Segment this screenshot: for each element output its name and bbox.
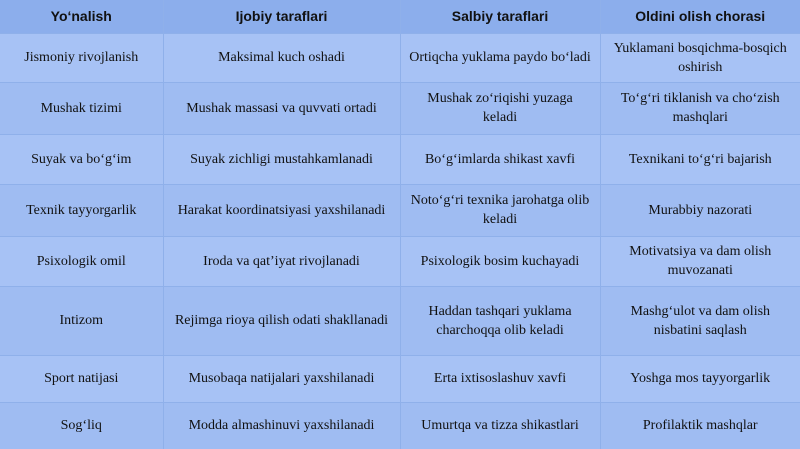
table-row [0,286,800,355]
cell-prevention: Mashg‘ulot va dam olish nisbatini saqlash [600,286,800,355]
table-header-row [0,0,800,33]
table-row [0,82,800,134]
cell-direction: Texnik tayyorgarlik [0,184,163,236]
cell-prevention: Yuklamani bosqichma-bosqich oshirish [600,33,800,82]
cell-prevention: Yoshga mos tayyorgarlik [600,355,800,402]
cell-prevention: Murabbiy nazorati [600,184,800,236]
table-row [0,33,800,82]
cell-direction: Sog‘liq [0,402,163,449]
cell-negative: Ortiqcha yuklama paydo bo‘ladi [400,33,600,82]
cell-positive: Harakat koordinatsiyasi yaxshilanadi [163,184,400,236]
header-direction: Yo‘nalish [0,0,163,33]
table-row [0,134,800,184]
cell-positive: Suyak zichligi mustahkamlanadi [163,134,400,184]
cell-positive: Musobaqa natijalari yaxshilanadi [163,355,400,402]
cell-prevention: To‘g‘ri tiklanish va cho‘zish mashqlari [600,82,800,134]
cell-negative: Mushak zo‘riqishi yuzaga keladi [400,82,600,134]
cell-direction: Suyak va bo‘g‘im [0,134,163,184]
cell-negative: Haddan tashqari yuklama charchoqqa olib keladi [400,286,600,355]
cell-direction: Mushak tizimi [0,82,163,134]
table-row [0,184,800,236]
cell-negative: Bo‘g‘imlarda shikast xavfi [400,134,600,184]
cell-prevention: Profilaktik mashqlar [600,402,800,449]
header-prevention: Oldini olish chorasi [600,0,800,33]
cell-direction: Sport natijasi [0,355,163,402]
cell-direction: Psixologik omil [0,236,163,286]
cell-negative: Erta ixtisoslashuv xavfi [400,355,600,402]
cell-positive: Iroda va qat’iyat rivojlanadi [163,236,400,286]
cell-direction: Intizom [0,286,163,355]
cell-prevention: Texnikani to‘g‘ri bajarish [600,134,800,184]
cell-negative: Umurtqa va tizza shikastlari [400,402,600,449]
cell-positive: Maksimal kuch oshadi [163,33,400,82]
cell-negative: Noto‘g‘ri texnika jarohatga olib keladi [400,184,600,236]
table-row [0,236,800,286]
cell-positive: Rejimga rioya qilish odati shakllanadi [163,286,400,355]
header-positive: Ijobiy taraflari [163,0,400,33]
cell-direction: Jismoniy rivojlanish [0,33,163,82]
table-row [0,355,800,402]
cell-positive: Mushak massasi va quvvati ortadi [163,82,400,134]
header-negative: Salbiy taraflari [400,0,600,33]
cell-negative: Psixologik bosim kuchayadi [400,236,600,286]
table-row [0,402,800,449]
cell-positive: Modda almashinuvi yaxshilanadi [163,402,400,449]
cell-prevention: Motivatsiya va dam olish muvozanati [600,236,800,286]
